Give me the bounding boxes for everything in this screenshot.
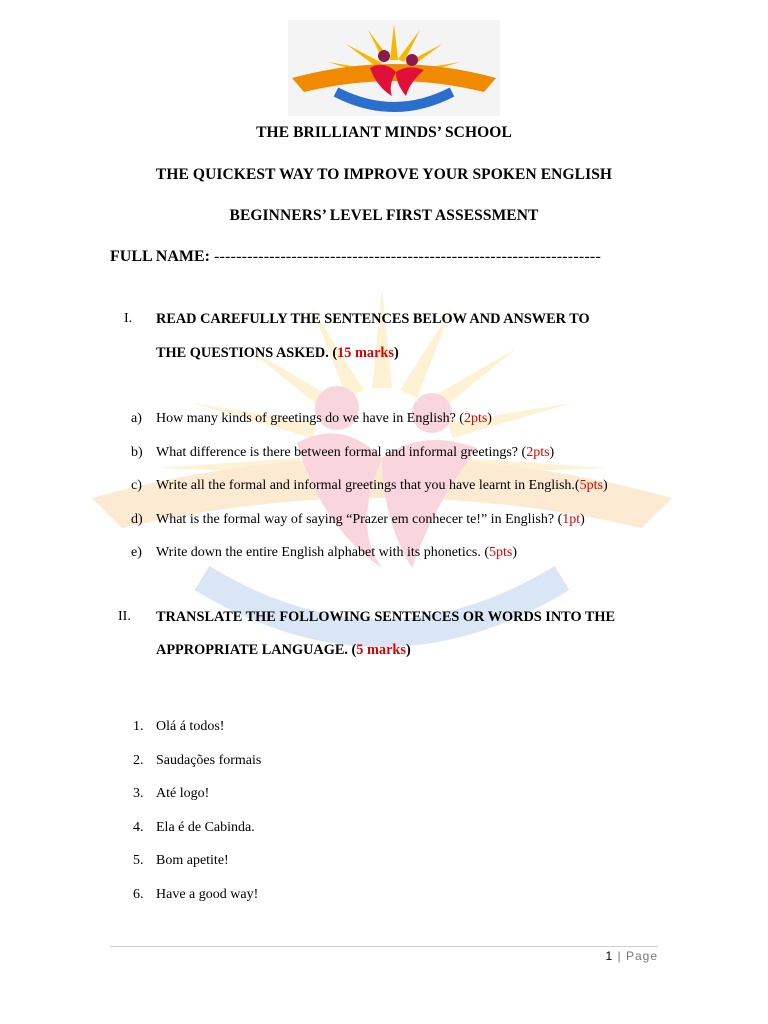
section-2-instruction-line-2: APPROPRIATE LANGUAGE. (5 marks): [156, 642, 411, 658]
school-title: THE BRILLIANT MINDS’ SCHOOL: [256, 124, 512, 141]
school-logo: [288, 20, 500, 116]
section-1-instruction-line-2: THE QUESTIONS ASKED. (15 marks): [156, 345, 399, 361]
section-1-marks: 15 marks: [337, 345, 394, 361]
footer-divider: [110, 946, 658, 947]
full-name-label: FULL NAME:: [110, 248, 210, 265]
document-page: THE BRILLIANT MINDS’ SCHOOL THE QUICKEST WAY TO IMPROVE YOUR SPOKEN ENGLISH BEGINNERS’ LEVEL FIRST ASSESSMENT FULL NAME: ---------------------------------------------------------------------- I. READ CAREFULLY THE SENTENCES BELOW AND ANSWER TO THE QUESTIONS ASKED. (15 marks) a) How many kinds of greetings do we have in English? (2pts) b) What difference is there between formal and informal greetings? (2pts) c) Write all the formal and informal greetings that you have learnt in English.(5pts) d) What is the formal way of saying “Prazer em conhecer te!” in English? (1pt) e) Write down the entire English alphabet with its phonetics. (5pts) II. TRANSLATE THE FOLLOWING SENTENCES OR WORDS INTO THE APPROPRIATE LANGUAGE. (5 marks) 1. Olá á todos! 2. Saudações formais 3. Até logo! 4. Ela é de Cabinda. 5. Bom apetite! 6. Have a good way! 1 | Page: [0, 0, 768, 1024]
full-name-line: [110, 248, 670, 266]
section-2-number: II.: [118, 609, 131, 624]
school-watermark: [82, 268, 682, 728]
full-name-blank: ----------------------------------------------------------------------: [214, 248, 601, 265]
assessment-title: BEGINNERS’ LEVEL FIRST ASSESSMENT: [229, 207, 539, 224]
page-number: 1 | Page: [605, 949, 658, 963]
course-title: THE QUICKEST WAY TO IMPROVE YOUR SPOKEN ENGLISH: [155, 166, 613, 183]
section-2-marks: 5 marks: [356, 642, 406, 658]
section-2-instruction-line-1: TRANSLATE THE FOLLOWING SENTENCES OR WORDS INTO THE: [156, 609, 616, 625]
section-1-instruction-line-1: READ CAREFULLY THE SENTENCES BELOW AND ANSWER TO: [156, 311, 590, 327]
section-1-number: I.: [124, 311, 133, 326]
